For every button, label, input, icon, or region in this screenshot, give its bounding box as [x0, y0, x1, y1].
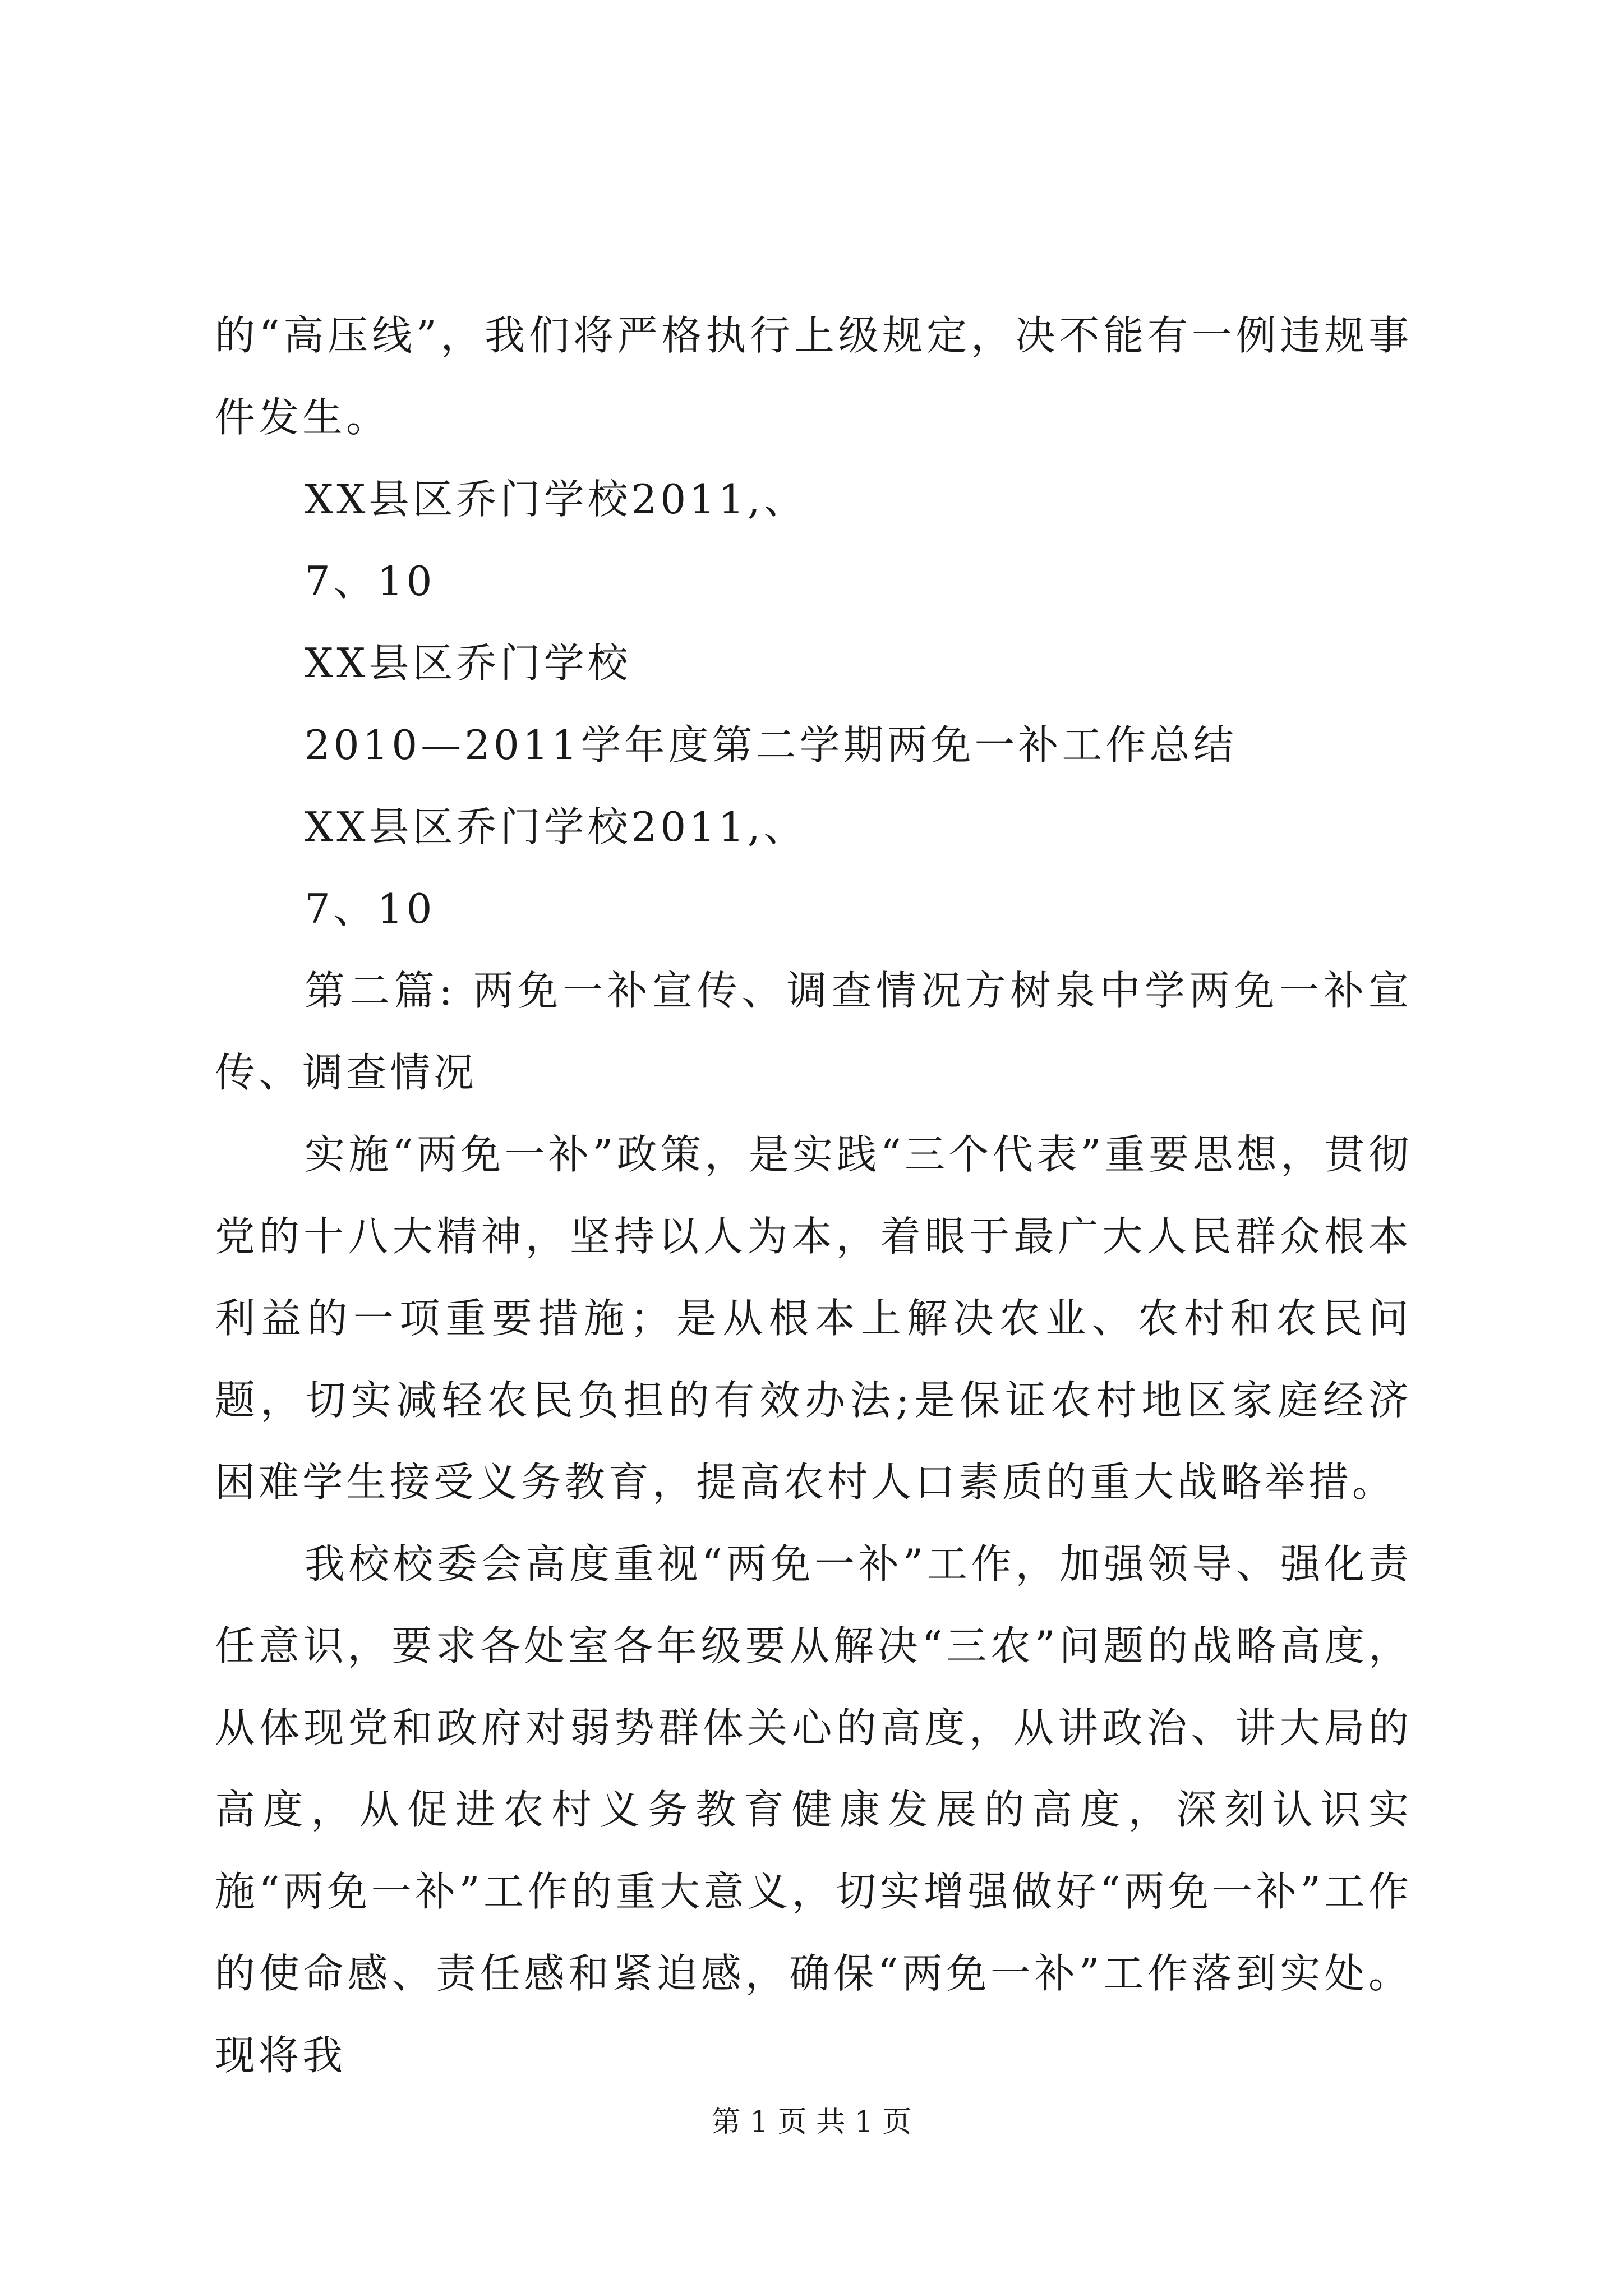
paragraph-body: 实施“两免一补”政策，是实践“三个代表”重要思想，贯彻党的十八大精神，坚持以人为本，着眼于最广大人民群众根本利益的一项重要措施；是从根本上解决农业、农村和农民问题，切实减轻农民负担的有效办法;是保证农村地区家庭经济困难学生接受义务教育，提高农村人口素质的重大战略举措。: [215, 1131, 1412, 1506]
paragraph-school-date: XX县区乔门学校2011,、: [305, 803, 808, 850]
document-body: [215, 295, 1412, 2096]
paragraph-continuation: 的“高压线”，我们将严格执行上级规定，决不能有一例违规事件发生。: [215, 312, 1412, 441]
paragraph-section-heading: 第二篇: 两免一补宣传、调查情况方树泉中学两免一补宣传、调查情况: [215, 967, 1412, 1096]
paragraph-report-title: 2010—2011学年度第二学期两免一补工作总结: [305, 721, 1237, 769]
paragraph-date: 7、10: [305, 885, 436, 932]
paragraph-school-name: XX县区乔门学校: [305, 639, 631, 687]
page-footer: 第 1 页 共 1 页: [711, 2105, 912, 2139]
paragraph-body: 我校校委会高度重视“两免一补”工作，加强领导、强化责任意识，要求各处室各年级要从解决“三农”问题的战略高度，从体现党和政府对弱势群体关心的高度，从讲政治、讲大局的高度，从促进农村义务教育健康发展的高度，深刻认识实施“两免一补”工作的重大意义，切实增强做好“两免一补”工作的使命感、责任感和紧迫感，确保“两免一补”工作落到实处。现将我: [215, 1540, 1412, 2079]
paragraph-school-date: XX县区乔门学校2011,、: [305, 476, 808, 523]
paragraph-date: 7、10: [305, 558, 436, 605]
